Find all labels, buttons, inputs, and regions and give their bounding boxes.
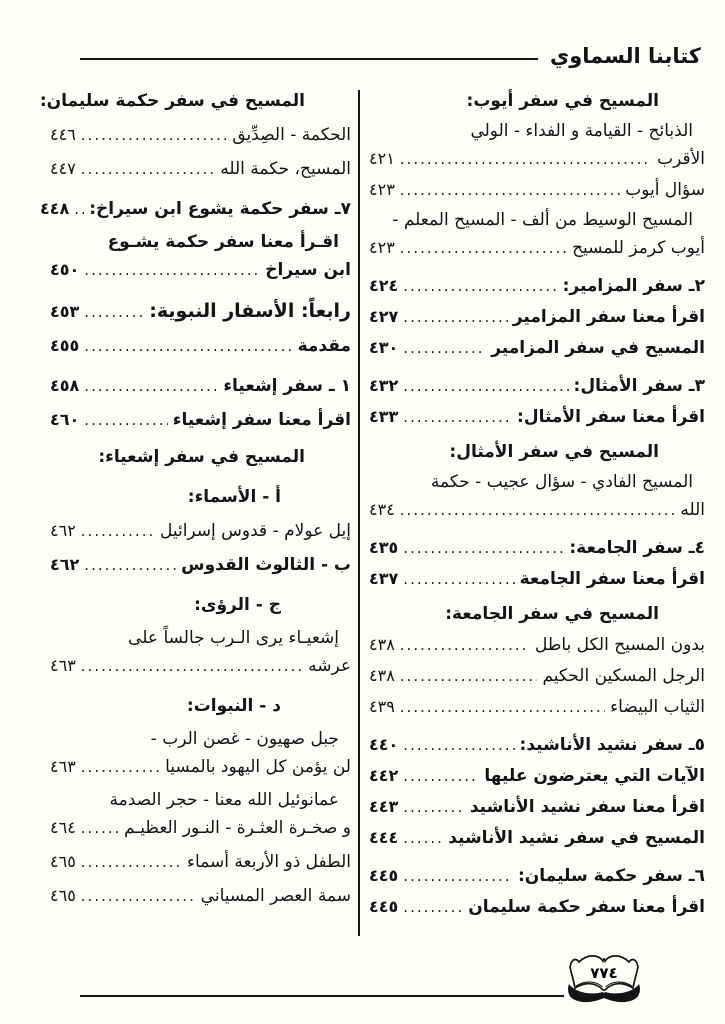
toc-entry	[369, 372, 705, 400]
toc-entry-title: ب - الثالوث القدوس	[181, 555, 351, 575]
toc-column-left	[39, 88, 351, 944]
toc-entry	[50, 298, 351, 326]
dots-leader	[84, 298, 144, 326]
dots-leader	[403, 535, 564, 562]
dots-leader	[84, 552, 176, 579]
dots-leader	[403, 304, 508, 331]
dots-leader	[81, 754, 160, 781]
toc-entry	[50, 592, 351, 619]
toc-entry-title: المسيح، حكمة الله	[220, 159, 351, 179]
toc-entry	[369, 439, 705, 466]
toc-entry-title: المسيح في سفر أيوب:	[466, 91, 659, 111]
toc-entry-title: الله	[680, 500, 705, 520]
toc-entry-title: د - النبوات:	[186, 696, 281, 716]
toc-entry	[369, 303, 705, 331]
toc-page-number: ٤٢٧	[369, 307, 399, 326]
toc-entry-title: اقرأ معنا سفر الجامعة	[519, 569, 705, 589]
toc-entry-title: الذبائح - القيامة و الفداء - الولي	[470, 121, 693, 141]
toc-entry-title: الآيات التي يعترضون عليها	[484, 766, 705, 786]
dots-leader	[81, 122, 228, 149]
toc-entry-title: الثياب البيضاء	[610, 697, 705, 717]
dots-leader	[403, 373, 568, 400]
toc-entry	[50, 484, 351, 511]
toc-entry	[369, 731, 705, 759]
toc-page-number: ٤٣٨	[369, 666, 395, 685]
dots-leader	[84, 407, 167, 434]
toc-entry	[369, 334, 705, 362]
dots-leader	[403, 825, 443, 852]
toc-entry-title: الأقرب	[657, 149, 705, 169]
toc-page-number: ٤٥٣	[50, 302, 80, 321]
toc-entry	[369, 176, 705, 204]
toc-page-number: ٤٤٥	[369, 866, 399, 885]
dots-leader	[81, 849, 182, 876]
toc-entry-title: أيوب كرمز للمسيح	[572, 238, 705, 258]
dots-leader	[403, 566, 514, 593]
toc-page-number: ٤٦٢	[50, 521, 76, 540]
toc-entry-title: جبل صهيون - غصن الرب -	[150, 729, 339, 749]
folio-number: ٧٧٤	[590, 964, 618, 982]
footer-rule	[80, 995, 564, 997]
toc-entry	[369, 534, 705, 562]
column-divider	[358, 90, 360, 936]
dots-leader	[403, 273, 557, 300]
toc-page-number: ٤٣٩	[369, 697, 395, 716]
toc-entry	[369, 631, 705, 659]
toc-page-number: ٤٤٢	[369, 766, 399, 785]
toc-entry-title: ٦ـ سفر حكمة سليمان:	[517, 866, 705, 886]
toc-entry-title: اقرأ معنا سفر المزامير	[512, 307, 705, 327]
toc-entry	[50, 121, 351, 149]
toc-page-number: ٤٣٢	[369, 376, 399, 395]
header-rule	[80, 58, 538, 60]
toc-entry	[369, 662, 705, 690]
toc-page-number: ٤٤٦	[50, 125, 76, 144]
toc-page-number: ٤٣٠	[369, 338, 399, 357]
dots-leader	[403, 794, 465, 821]
toc-page-number: ٤٦٤	[50, 818, 76, 837]
toc-entry	[50, 155, 351, 183]
toc-page-number: ٤٣٧	[369, 569, 399, 588]
table-of-contents	[0, 68, 725, 950]
toc-entry-title: لن يؤمن كل اليهود بالمسيا	[165, 757, 351, 777]
toc-page-number: ٤٣٤	[369, 500, 395, 519]
toc-page-number: ٤٦٥	[50, 886, 76, 905]
toc-entry	[39, 88, 351, 115]
toc-entry-title: ج - الرؤى:	[194, 595, 281, 615]
toc-entry	[50, 229, 351, 284]
toc-page-number: ٤٤٠	[369, 735, 399, 754]
toc-page-number: ٤٢١	[369, 149, 395, 168]
dots-leader	[403, 763, 479, 790]
toc-entry-title: المسيح الفادي - سؤال عجيب - حكمة	[430, 472, 693, 492]
toc-page-number: ٤٣٣	[369, 407, 399, 426]
dots-leader	[400, 694, 605, 721]
dots-leader	[81, 815, 119, 842]
toc-entry-title: الحكمة - الصِدِّيق	[232, 125, 351, 145]
toc-page-number: ٤٦٣	[50, 656, 76, 675]
dots-leader	[403, 335, 486, 362]
toc-page-number: ٤٤٨	[39, 199, 70, 218]
toc-entry-title: المسيح في سفر إشعياء:	[98, 447, 305, 467]
toc-entry	[50, 551, 351, 579]
toc-entry	[369, 207, 705, 262]
toc-entry	[50, 882, 351, 910]
toc-entry-title: المسيح في سفر الأمثال:	[449, 442, 659, 462]
toc-page-number: ٤٦٢	[50, 555, 80, 574]
toc-entry	[50, 787, 351, 842]
toc-entry	[369, 565, 705, 593]
toc-page-number: ٤٦٥	[50, 852, 76, 871]
toc-entry-title: المسيح في سفر المزامير	[491, 338, 705, 358]
toc-entry-title: ٣ـ سفر الأمثال:	[573, 376, 705, 396]
dots-leader	[403, 863, 513, 890]
toc-entry	[50, 693, 351, 720]
toc-entry-title: رابعاً: الأسفار النبوية:	[149, 300, 351, 322]
toc-page-number: ٤٥٠	[50, 260, 80, 279]
dots-leader	[400, 146, 652, 173]
toc-entry-title: اقـرأ معنا سفر حكمة يشـوع	[107, 232, 339, 252]
toc-entry	[50, 517, 351, 545]
toc-entry	[369, 469, 705, 524]
toc-entry-title: ٧ـ سفر حكمة يشوع ابن سيراخ:	[89, 199, 351, 219]
dots-leader	[81, 156, 215, 183]
dots-leader	[400, 497, 676, 524]
dots-leader	[84, 333, 292, 360]
toc-entry	[369, 762, 705, 790]
dots-leader	[400, 235, 567, 262]
page-footer	[0, 950, 725, 1024]
toc-entry-title: اقرأ معنا سفر الأمثال:	[517, 407, 705, 427]
toc-entry	[369, 693, 705, 721]
dots-leader	[84, 373, 218, 400]
toc-entry-title: اقرأ معنا سفر حكمة سليمان	[468, 897, 705, 917]
toc-entry-title: عمانوئيل الله معنا - حجر الصدمة	[109, 790, 339, 810]
toc-entry-title: سؤال أيوب	[625, 180, 705, 200]
running-header	[0, 0, 725, 68]
toc-entry-title: اقرأ معنا سفر نشيد الأناشيد	[469, 797, 705, 817]
toc-entry-title: اقرأ معنا سفر إشعياء	[172, 410, 351, 430]
toc-page-number: ٤٥٥	[50, 336, 80, 355]
toc-page-number: ٤٦٠	[50, 410, 80, 429]
dots-leader	[400, 632, 530, 659]
toc-entry-title: الرجل المسكين الحكيم	[542, 666, 705, 686]
toc-entry	[369, 793, 705, 821]
toc-entry-title: بدون المسيح الكل باطل	[534, 635, 705, 655]
toc-entry	[50, 332, 351, 360]
toc-entry-title: سمة العصر المسياني	[200, 886, 351, 906]
toc-entry-title: ٢ـ سفر المزامير:	[562, 276, 705, 296]
toc-page-number: ٤٥٨	[50, 376, 80, 395]
dots-leader	[81, 653, 303, 680]
toc-entry-title: عرشه	[308, 656, 351, 676]
toc-entry-title: المسيح الوسيط من ألف - المسيح المعلم -	[392, 210, 693, 230]
toc-entry-title: المسيح في سفر نشيد الأناشيد	[448, 828, 705, 848]
toc-entry	[39, 195, 351, 223]
toc-entry	[369, 272, 705, 300]
toc-entry	[50, 726, 351, 781]
running-head-title: كتابنا السماوي	[549, 44, 701, 68]
toc-entry	[369, 893, 705, 921]
dots-leader	[403, 894, 463, 921]
toc-page-number: ٤٤٧	[50, 159, 76, 178]
toc-page-number: ٤٤٥	[369, 897, 399, 916]
toc-page-number: ٤٣٨	[369, 635, 395, 654]
toc-entry-title: أ - الأسماء:	[187, 487, 281, 507]
toc-entry	[369, 862, 705, 890]
toc-entry	[50, 625, 351, 680]
toc-entry-title: المسيح في سفر الجامعة:	[445, 604, 659, 624]
toc-entry	[50, 444, 351, 471]
dots-leader	[403, 732, 514, 759]
toc-page-number: ٤٤٤	[369, 828, 399, 847]
toc-entry-title: ١ ـ سفر إشعياء	[223, 376, 351, 396]
toc-entry	[50, 406, 351, 434]
toc-entry	[369, 118, 705, 173]
open-book-icon	[561, 950, 647, 1008]
dots-leader	[400, 177, 620, 204]
toc-entry	[369, 88, 705, 115]
toc-entry-title: ٥ـ سفر نشيد الأناشيد:	[519, 735, 705, 755]
toc-entry-title: إيل عولام - قدوس إسرائيل	[159, 521, 351, 541]
dots-leader	[403, 404, 512, 431]
toc-entry-title: المسيح في سفر حكمة سليمان:	[39, 91, 305, 111]
toc-entry-title: و صخـرة العثـرة - النـور العظيـم	[123, 818, 351, 838]
toc-page-number: ٤٢٤	[369, 276, 399, 295]
toc-entry-title: إشعيـاء يرى الـرب جالساً على	[128, 628, 339, 648]
toc-entry	[50, 848, 351, 876]
dots-leader	[400, 663, 538, 690]
dots-leader	[84, 257, 260, 284]
toc-entry	[369, 824, 705, 852]
toc-page-number: ٤٣٥	[369, 538, 399, 557]
dots-leader	[74, 196, 84, 223]
dots-leader	[81, 883, 196, 910]
toc-page-number: ٤٤٣	[369, 797, 399, 816]
toc-page-number: ٤٢٣	[369, 180, 395, 199]
toc-entry	[369, 403, 705, 431]
toc-entry-title: ٤ـ سفر الجامعة:	[569, 538, 705, 558]
toc-column-right	[369, 88, 705, 944]
toc-entry-title: مقدمة	[297, 336, 351, 356]
toc-entry	[369, 601, 705, 628]
dots-leader	[81, 518, 155, 545]
toc-entry-title: ابن سيراخ	[265, 260, 351, 280]
toc-entry	[50, 372, 351, 400]
toc-entry-title: الطفل ذو الأربعة أسماء	[187, 852, 351, 872]
toc-page-number: ٤٦٣	[50, 757, 76, 776]
toc-page-number: ٤٢٣	[369, 238, 395, 257]
